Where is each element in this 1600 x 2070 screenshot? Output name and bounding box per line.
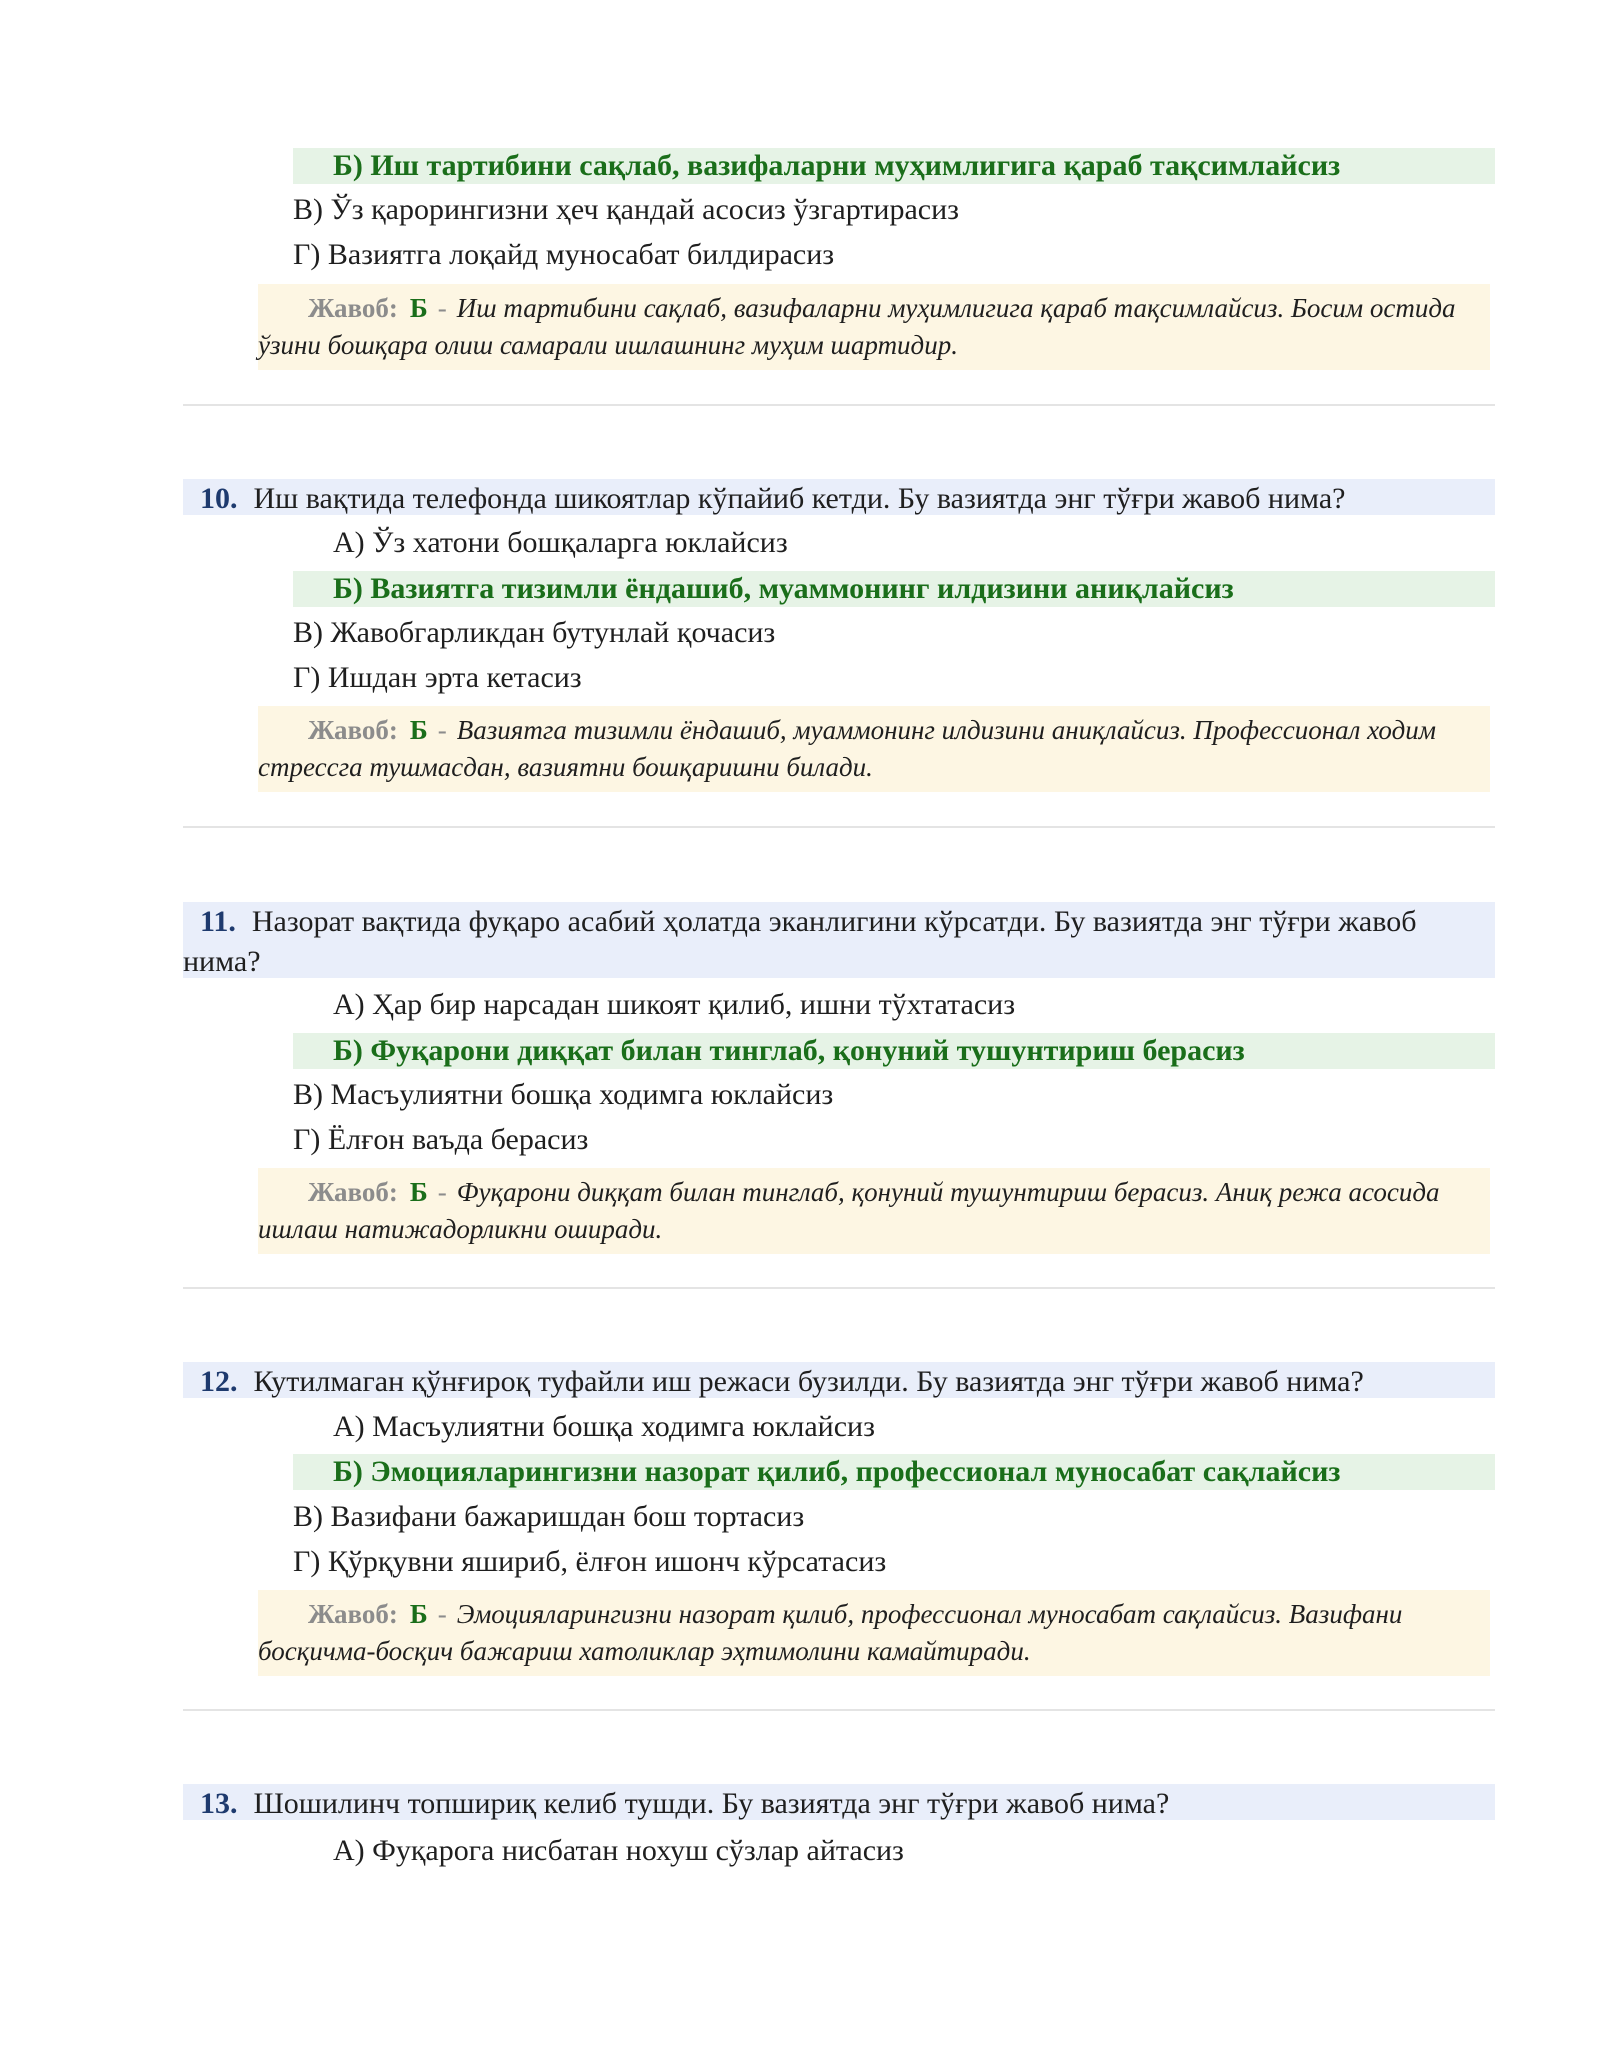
- section-divider: [183, 826, 1495, 828]
- answer-letter: Б: [409, 293, 428, 323]
- q9-option-b-correct: Б) Иш тартибини сақлаб, вазифаларни муҳимлигига қараб тақсимлайсиз: [293, 148, 1495, 184]
- q11-option-a: А) Ҳар бир нарсадан шикоят қилиб, ишни тўхтатасиз: [333, 988, 1016, 1021]
- question-text: Иш вақтида телефонда шикоятлар кўпайиб кетди. Бу вазиятда энг тўғри жавоб нима?: [253, 482, 1346, 515]
- q13-option-a: А) Фуқарога нисбатан нохуш сўзлар айтасиз: [333, 1834, 904, 1867]
- answer-dash: -: [437, 715, 447, 745]
- answer-text: Вазиятга тизимли ёндашиб, муаммонинг илдизини аниқлайсиз. Профессионал ходим стрессга тушмасдан, вазиятни бошқаришни билади.: [258, 715, 1436, 782]
- answer-letter: Б: [409, 715, 428, 745]
- q12-option-g: Г) Қўрқувни яшириб, ёлғон ишонч кўрсатасиз: [293, 1545, 887, 1578]
- q11-option-v: В) Масъулиятни бошқа ходимга юклайсиз: [293, 1078, 834, 1111]
- q9-option-g: Г) Вазиятга лоқайд муносабат билдирасиз: [293, 238, 835, 271]
- question-text: Назорат вақтида фуқаро асабий ҳолатда эканлигини кўрсатди. Бу вазиятда энг тўғри жавоб нима?: [183, 905, 1417, 978]
- question-text: Шошилинч топшириқ келиб тушди. Бу вазиятда энг тўғри жавоб нима?: [253, 1787, 1170, 1820]
- section-divider: [183, 404, 1495, 406]
- q10-question: [183, 479, 1495, 519]
- q12-option-a: А) Масъулиятни бошқа ходимга юклайсиз: [333, 1410, 875, 1443]
- answer-text: Фуқарони диққат билан тинглаб, қонуний тушунтириш берасиз. Аниқ режа асосида ишлаш натижадорликни оширади.: [258, 1177, 1440, 1244]
- q10-option-a: А) Ўз хатони бошқаларга юклайсиз: [333, 526, 788, 559]
- answer-label: Жавоб:: [308, 1177, 398, 1207]
- section-divider: [183, 1709, 1495, 1711]
- q10-option-b-correct: Б) Вазиятга тизимли ёндашиб, муаммонинг илдизини аниқлайсиз: [293, 571, 1495, 607]
- q10-option-g: Г) Ишдан эрта кетасиз: [293, 661, 582, 694]
- q12-option-v: В) Вазифани бажаришдан бош тортасиз: [293, 1500, 805, 1533]
- q9-answer-box: [258, 284, 1490, 370]
- answer-label: Жавоб:: [308, 715, 398, 745]
- answer-dash: -: [437, 1599, 447, 1629]
- answer-label: Жавоб:: [308, 293, 398, 323]
- question-number: 11.: [200, 905, 236, 938]
- answer-letter: Б: [409, 1177, 428, 1207]
- q11-option-g: Г) Ёлғон ваъда берасиз: [293, 1123, 589, 1156]
- q12-option-b-correct: Б) Эмоцияларингизни назорат қилиб, профессионал муносабат сақлайсиз: [293, 1454, 1495, 1490]
- q10-answer-box: [258, 706, 1490, 792]
- answer-dash: -: [437, 1177, 447, 1207]
- question-number: 12.: [200, 1365, 238, 1398]
- q12-question: [183, 1362, 1495, 1402]
- answer-label: Жавоб:: [308, 1599, 398, 1629]
- section-divider: [183, 1287, 1495, 1289]
- q13-question: [183, 1784, 1495, 1824]
- question-number: 10.: [200, 482, 238, 515]
- q10-option-v: В) Жавобгарликдан бутунлай қочасиз: [293, 616, 776, 649]
- answer-letter: Б: [409, 1599, 428, 1629]
- question-text: Кутилмаган қўнғироқ туфайли иш режаси бузилди. Бу вазиятда энг тўғри жавоб нима?: [253, 1365, 1364, 1398]
- answer-text: Иш тартибини сақлаб, вазифаларни муҳимлигига қараб тақсимлайсиз. Босим остида ўзини бошқара олиш самарали ишлашнинг муҳим шартидир.: [258, 293, 1456, 360]
- answer-text: Эмоцияларингизни назорат қилиб, профессионал муносабат сақлайсиз. Вазифани босқичма-босқич бажариш хатоликлар эҳтимолини камайтиради.: [258, 1599, 1403, 1666]
- q12-answer-box: [258, 1590, 1490, 1676]
- q9-option-v: В) Ўз қарорингизни ҳеч қандай асосиз ўзгартирасиз: [293, 193, 960, 226]
- q11-answer-box: [258, 1168, 1490, 1254]
- q11-question: [183, 902, 1495, 982]
- q11-option-b-correct: Б) Фуқарони диққат билан тинглаб, қонуний тушунтириш берасиз: [293, 1033, 1495, 1069]
- answer-dash: -: [437, 293, 447, 323]
- question-number: 13.: [200, 1787, 238, 1820]
